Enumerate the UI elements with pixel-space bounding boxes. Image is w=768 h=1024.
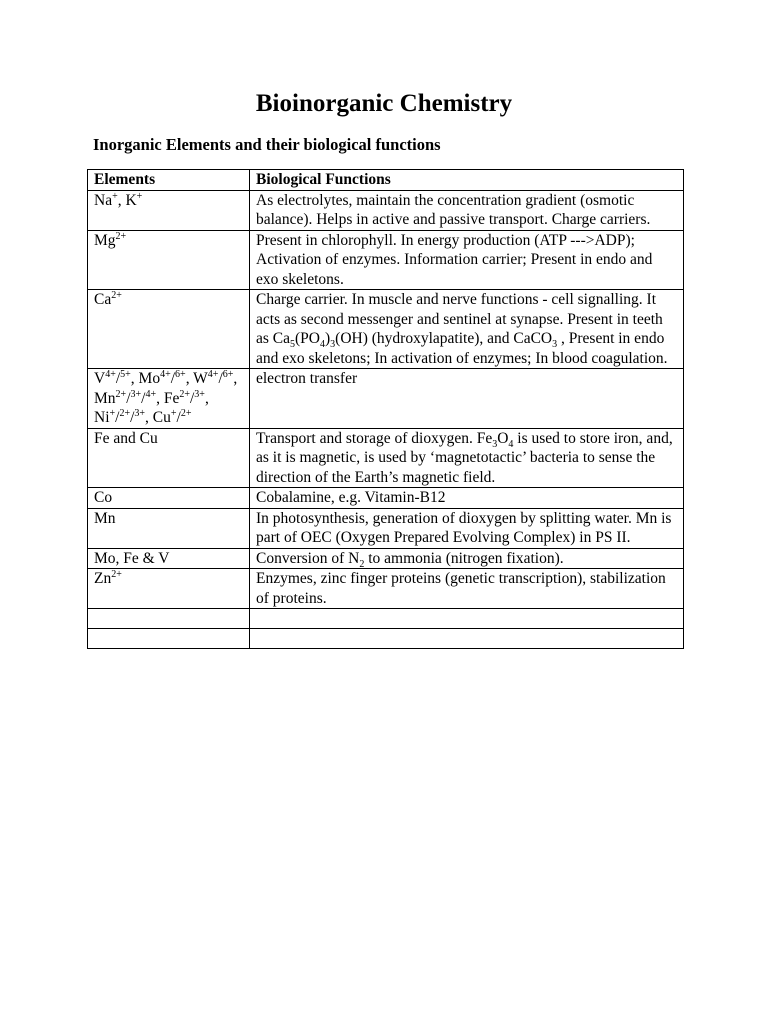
function-cell bbox=[250, 609, 684, 629]
function-cell: Conversion of $N_2$ to ammonia (nitrogen fixation). bbox=[250, 548, 684, 569]
table-row bbox=[88, 508, 684, 548]
function-cell: Transport and storage of dioxygen. $Fe_3O_4$ is used to store iron, and, as it is magnetic, is used by ‘magnetotactic’ bacteria to sense the direction of the Earth’s magnetic field. bbox=[250, 428, 684, 488]
element-cell: $Zn^{2+}$ bbox=[88, 569, 250, 609]
function-cell: Charge carrier. In muscle and nerve functions - cell signalling. It acts as second messenger and sentinel at synapse. Present in teeth as $Ca_5(PO_4)_3(OH)$ (hydroxylapatite), and CaCO$_3$ , Present in endo and exo skeletons; In activation of enzymes; In blood coagulation. bbox=[250, 290, 684, 369]
element-cell: Na+, K+ bbox=[88, 190, 250, 230]
table-row bbox=[88, 190, 684, 230]
element-cell: Mn bbox=[88, 508, 250, 548]
table-row bbox=[88, 569, 684, 609]
table-row bbox=[88, 488, 684, 509]
element-cell: Co bbox=[88, 488, 250, 509]
table-row bbox=[88, 290, 684, 369]
empty-table-row bbox=[88, 629, 684, 649]
element-cell bbox=[88, 629, 250, 649]
function-cell: Enzymes, zinc finger proteins (genetic transcription), stabilization of proteins. bbox=[250, 569, 684, 609]
element-cell bbox=[88, 609, 250, 629]
element-cell: Fe and Cu bbox=[88, 428, 250, 488]
element-cell: $V^{4+}/^{5+}$, $Mo^{4+}/^{6+}$, $W^{4+}/^{6+}$, $Mn^{2+}/^{3+}/^{4+}$, $Fe^{2+}/^{3+}$, Ni+/$^{2+}$/$^{3+}$, Cu+/$^{2+}$ bbox=[88, 369, 250, 429]
empty-table-row bbox=[88, 609, 684, 629]
element-cell: $Mg^{2+}$ bbox=[88, 230, 250, 290]
function-cell: Cobalamine, e.g. Vitamin-B12 bbox=[250, 488, 684, 509]
table-row bbox=[88, 428, 684, 488]
element-cell: $Ca^{2+}$ bbox=[88, 290, 250, 369]
function-cell: In photosynthesis, generation of dioxygen by splitting water. Mn is part of OEC (Oxygen Prepared Evolving Complex) in PS II. bbox=[250, 508, 684, 548]
function-cell: As electrolytes, maintain the concentration gradient (osmotic balance). Helps in active and passive transport. Charge carriers. bbox=[250, 190, 684, 230]
table-row bbox=[88, 230, 684, 290]
elements-functions-table bbox=[87, 169, 684, 649]
table-row bbox=[88, 369, 684, 429]
header-biological-functions: Biological Functions bbox=[250, 170, 684, 191]
element-cell: Mo, Fe & V bbox=[88, 548, 250, 569]
header-elements: Elements bbox=[88, 170, 250, 191]
table-row bbox=[88, 548, 684, 569]
section-subtitle: Inorganic Elements and their biological functions bbox=[93, 135, 441, 154]
page-title: Bioinorganic Chemistry bbox=[255, 90, 513, 117]
function-cell: Present in chlorophyll. In energy production (ATP --->ADP); Activation of enzymes. Information carrier; Present in endo and exo skeletons. bbox=[250, 230, 684, 290]
table-header-row bbox=[88, 170, 684, 191]
function-cell: electron transfer bbox=[250, 369, 684, 429]
function-cell bbox=[250, 629, 684, 649]
